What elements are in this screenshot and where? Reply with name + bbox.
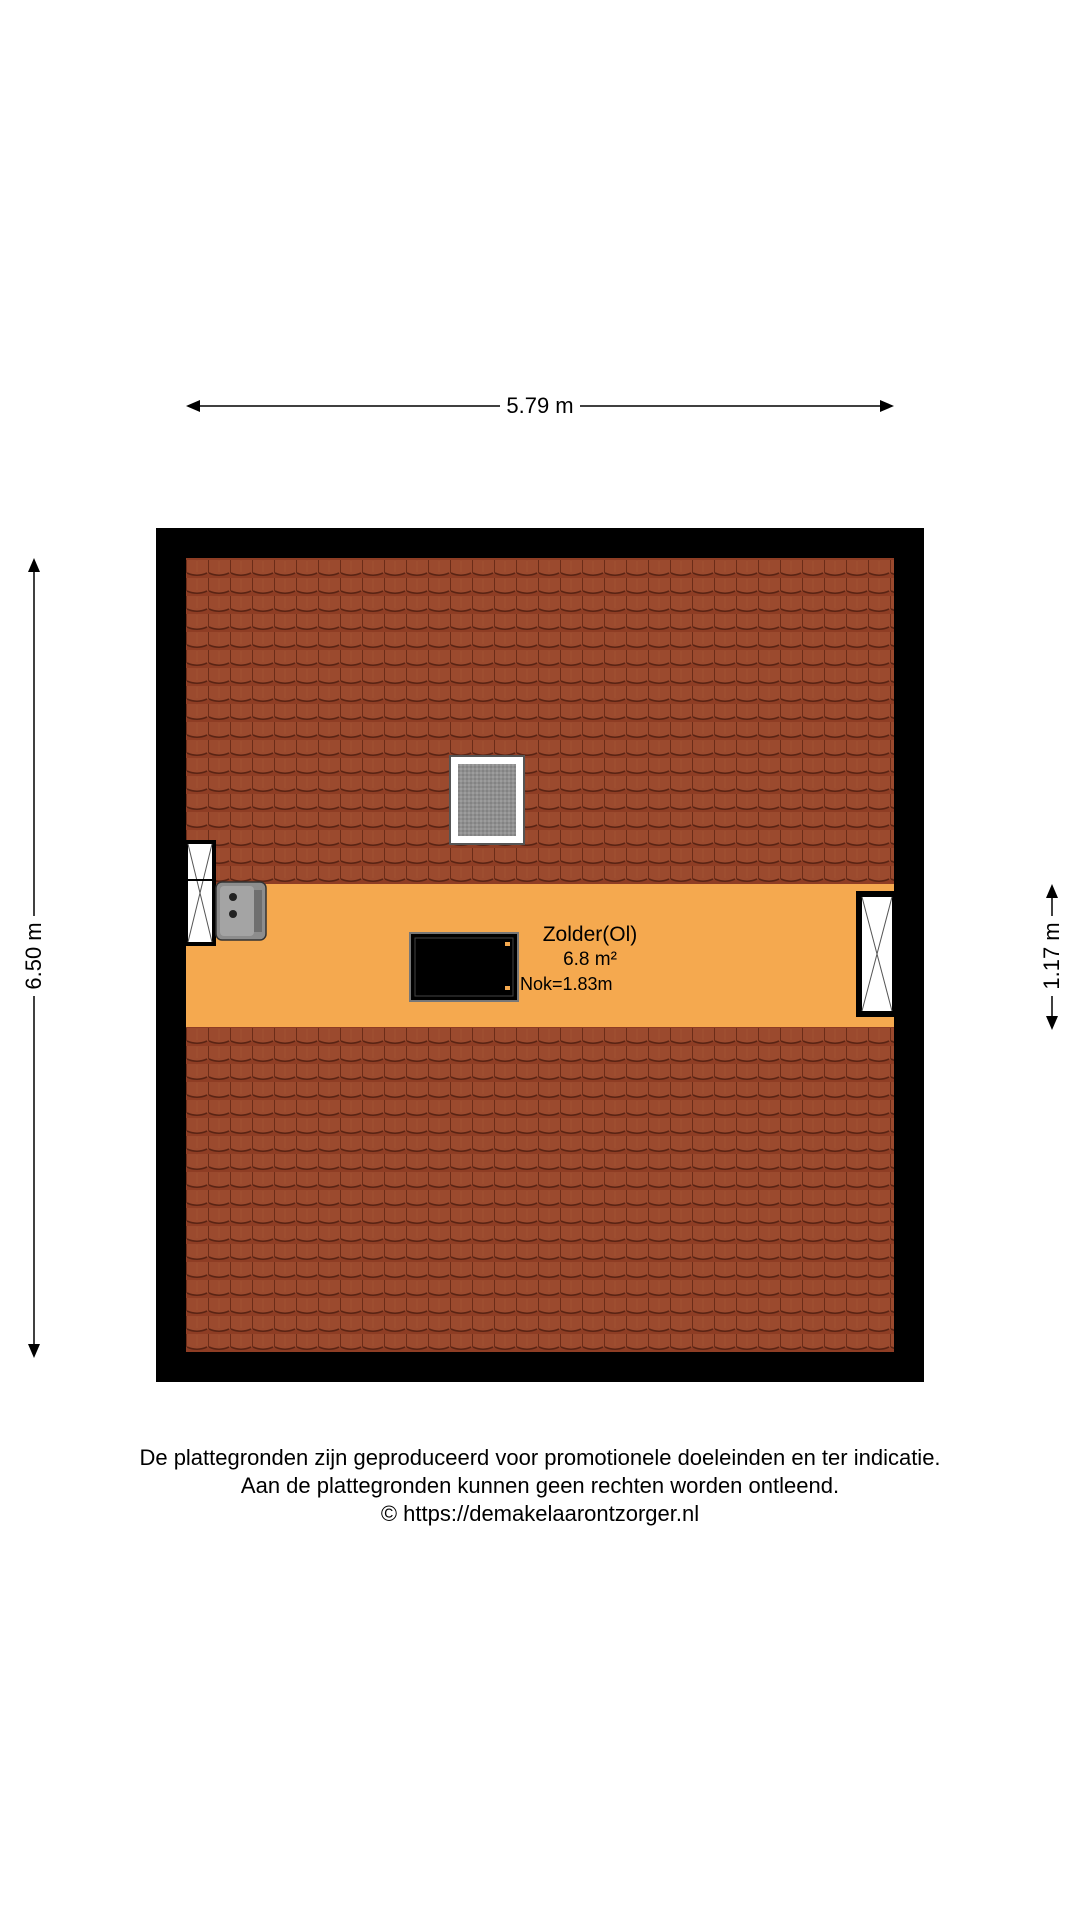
boiler-icon	[216, 882, 266, 940]
height-dimension	[19, 906, 49, 1006]
room-area: 6.8 m²	[563, 949, 617, 970]
disclaimer-url: © https://demakelaarontzorger.nl	[380, 1501, 700, 1526]
room-label	[520, 922, 660, 996]
disclaimer	[0, 1444, 1080, 1528]
roof-window-icon	[450, 756, 524, 844]
right-hatch-icon	[856, 891, 896, 1017]
hatch-icon	[186, 840, 216, 946]
width-dimension-label: 5.79 m	[500, 393, 579, 418]
width-dimension	[0, 391, 1080, 421]
disclaimer-line-1: De plattegronden zijn geproduceerd voor promotionele doeleinden en ter indicatie.	[139, 1445, 941, 1470]
room-name: Zolder(Ol)	[542, 923, 638, 946]
strip-dimension-label: 1.17 m	[1039, 916, 1064, 995]
height-dimension-label: 6.50 m	[21, 916, 46, 995]
strip-dimension	[1037, 906, 1067, 1006]
stair-hatch-icon	[410, 933, 518, 1001]
disclaimer-line-2: Aan de plattegronden kunnen geen rechten worden ontleend.	[240, 1473, 840, 1498]
room-ridge-height: Nok=1.83m	[520, 974, 613, 994]
